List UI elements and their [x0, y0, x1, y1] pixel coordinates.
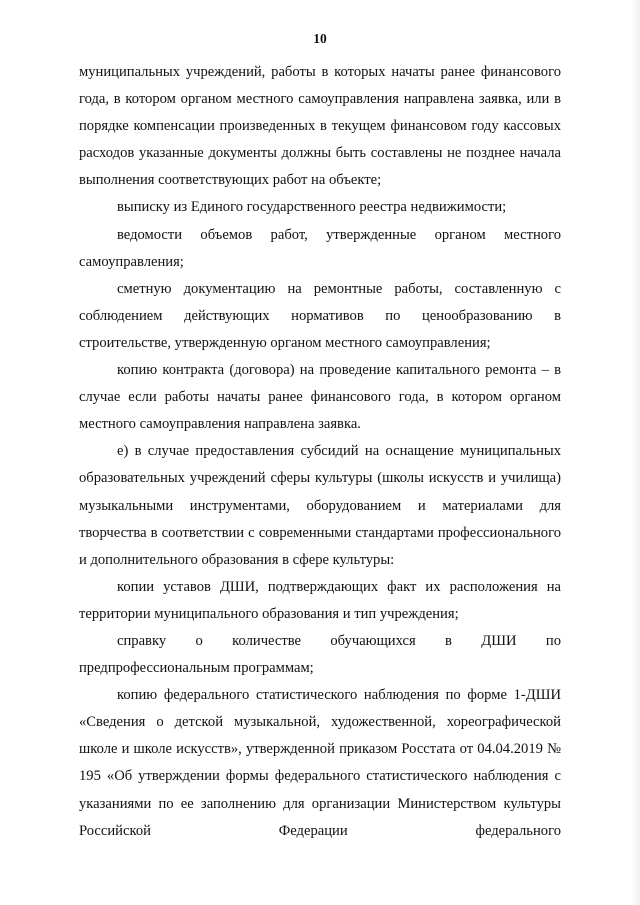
paragraph-continuation: муниципальных учреждений, работы в которых начаты ранее финансового года, в котором органом местного самоуправления направлена заявка, или в порядке компенсации произведенных в текущем финансовом году кассовых расходов указанные документы должны быть составлены не позднее начала выполнения соответствующих работ на объекте;	[79, 64, 561, 189]
paragraph-students-certificate: справку о количестве обучающихся в ДШИ по предпрофессиональным программам;	[79, 632, 561, 677]
paragraph-statistics-form: копию федерального статистического наблюдения по форме 1-ДШИ «Сведения о детской музыкальной, художественной, хореографической школе и школе искусств», утвержденной приказом Росстата от 04.04.2019 № 195 «Об утверждении формы федерального статистического наблюдения с указаниями по ее заполнению для организации Министерством культуры Российской Федерации федерального	[79, 687, 561, 839]
paragraph-charter-copies: копии уставов ДШИ, подтверждающих факт их расположения на территории муниципального образования и тип учреждения;	[79, 578, 561, 622]
page-number: 10	[313, 31, 327, 46]
document-body	[79, 59, 561, 845]
paragraph-estimate-docs: сметную документацию на ремонтные работы, составленную с соблюдением действующих нормативов по ценообразованию в строительстве, утвержденную органом местного самоуправления;	[79, 280, 561, 351]
paragraph-subsidy-equipment: е) в случае предоставления субсидий на оснащение муниципальных образовательных учреждений сферы культуры (школы искусств и училища) музыкальными инструментами, оборудованием и материалами для творчества в соответствии с современными стандартами профессионального и дополнительного образования в сфере культуры:	[79, 443, 561, 568]
paragraph-registry-extract: выписку из Единого государственного реестра недвижимости;	[117, 199, 507, 216]
scan-edge-shadow	[632, 0, 640, 905]
paragraph-work-statements: ведомости объемов работ, утвержденные органом местного самоуправления;	[79, 226, 561, 270]
paragraph-contract-copy: копию контракта (договора) на проведение капитального ремонта – в случае если работы начаты ранее финансового года, в котором органом местного самоуправления направлена заявка.	[79, 362, 561, 433]
